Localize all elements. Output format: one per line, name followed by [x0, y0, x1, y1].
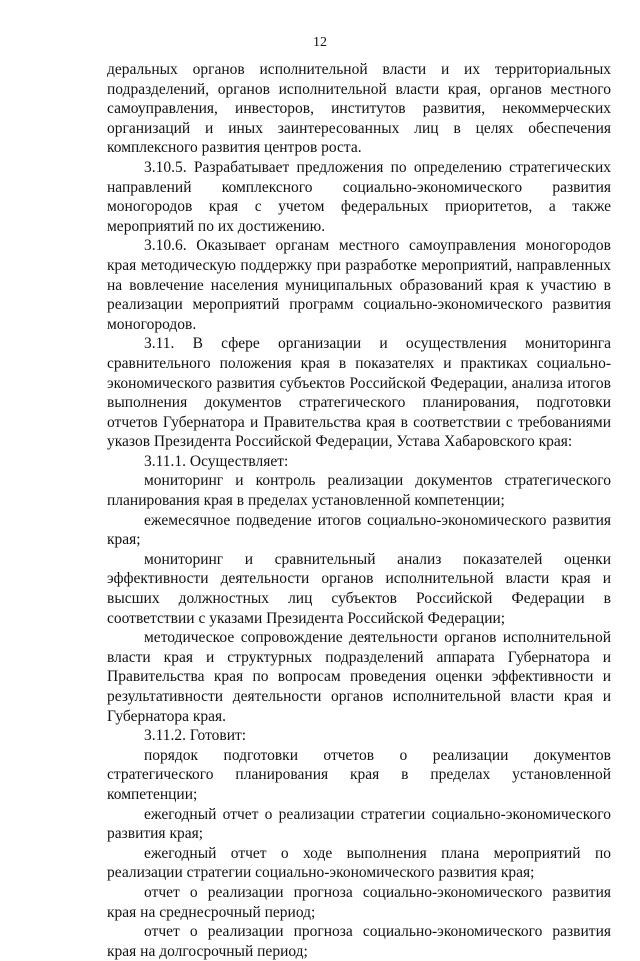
paragraph: деральных органов исполнительной власти и их территориальных подразделений, органов исполнительной власти края, органов местного самоуправления, инвесторов, институтов развития, некоммерческих организаций и иных заинтересованных лиц в целях обеспечения комплексного развития центров роста. [107, 61, 611, 157]
paragraph: мониторинг и контроль реализации документов стратегического планирования края в пределах установленной компетенции; [107, 472, 611, 510]
paragraph: ежемесячное подведение итогов социально-экономического развития края; [107, 511, 611, 549]
paragraph: 3.10.5. Разрабатывает предложения по определению стратегических направлений комплексного социально-экономического развития моногородов края с учетом федеральных приоритетов, а также мероприятий по их достижению. [107, 158, 611, 235]
paragraph: отчет о реализации прогноза социально-экономического развития края на среднесрочный период; [107, 883, 611, 921]
paragraph: мониторинг и сравнительный анализ показателей оценки эффективности деятельности органов исполнительной власти края и высших должностных лиц субъектов Российской Федерации в соответствии с указами Президента Российской Федерации; [107, 550, 611, 627]
paragraph: 3.11. В сфере организации и осуществления мониторинга сравнительного положения края в показателях и практиках социально-экономического развития субъектов Российской Федерации, анализа итогов выполнения документов стратегического планирования, подготовки отчетов Губернатора и Правительства края в соответствии с требованиями указов Президента Российской Федерации, Устава Хабаровского края: [107, 335, 611, 451]
paragraph: ежегодный отчет о ходе выполнения плана мероприятий по реализации стратегии социально-экономического развития края; [107, 844, 611, 882]
paragraph: порядок подготовки отчетов о реализации документов стратегического планирования края в пределах установленной компетенции; [107, 746, 611, 803]
paragraph: отчет о реализации прогноза социально-экономического развития края на долгосрочный период; [107, 923, 611, 960]
paragraph: ежегодный отчет о реализации стратегии социально-экономического развития края; [107, 805, 611, 843]
page-number: 12 [313, 35, 327, 50]
paragraph: методическое сопровождение деятельности органов исполнительной власти края и структурных подразделений аппарата Губернатора и Правительства края по вопросам проведения оценки эффективности и результативности деятельности органов исполнительной власти края и Губернатора края. [107, 629, 611, 725]
paragraph: 3.11.2. Готовит: [144, 727, 247, 745]
document-body [107, 60, 611, 961]
paragraph: 3.10.6. Оказывает органам местного самоуправления моногородов края методическую поддержку при разработке мероприятий, направленных на вовлечение населения муниципальных образований края к участию в реализации мероприятий программ социально-экономического развития моногородов. [107, 237, 611, 333]
paragraph: 3.11.1. Осуществляет: [144, 452, 289, 470]
